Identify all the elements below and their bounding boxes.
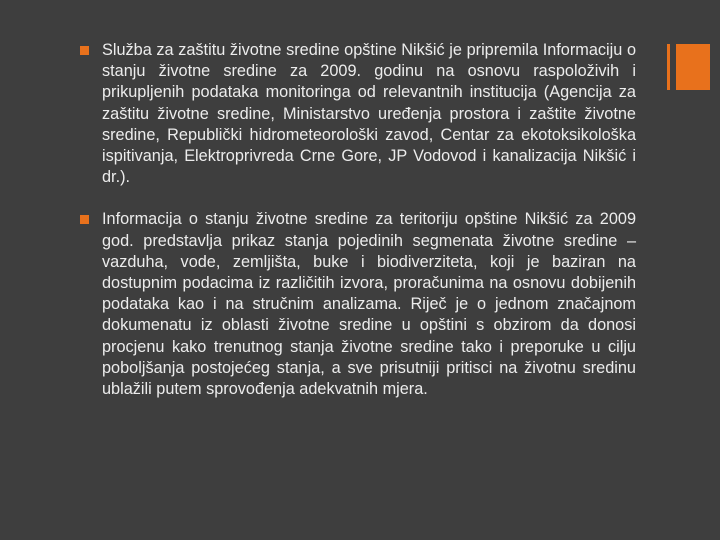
bullet-item xyxy=(80,40,636,188)
square-bullet-icon xyxy=(80,215,89,224)
square-bullet-icon xyxy=(80,46,89,55)
bullet-item xyxy=(80,209,636,400)
bullet-text: Služba za zaštitu životne sredine opštine Nikšić je pripremila Informaciju o stanju životne sredine za 2009. godinu na osnovu raspoloživih i prikupljenih podataka monitoringa od relevantnih institucija (Agencija za zaštitu životne sredine, Ministarstvo uređenja prostora i zaštite životne sredine, Republički hidrometeorološki zavod, Centar za ekotoksikološka ispitivanja, Elektroprivreda Crne Gore, JP Vodovod i kanalizacija Nikšić i dr.). xyxy=(102,41,636,187)
accent-bar-thin xyxy=(667,44,670,90)
bullet-text: Informacija o stanju životne sredine za teritoriju opštine Nikšić za 2009 god. predstavlja prikaz stanja pojedinih segmenata životne sredine – vazduha, vode, zemljišta, buke i biodiverziteta, koji je baziran na dostupnim podacima iz različitih izvora, proračunima na osnovu dobijenih podataka kao i na stručnim analizama. Riječ je o jednom značajnom dokumenatu iz oblasti životne sredine u opštini s obzirom da donosi procjenu kako trenutnog stanja životne sredine tako i preporuke u cilju poboljšanja postojećeg stanja, a sve prisutniji pritisci na životnu sredinu ublažili putem sprovođenja adekvatnih mjera. xyxy=(102,210,636,399)
accent-bar-thick xyxy=(676,44,710,90)
slide-content xyxy=(80,40,636,421)
